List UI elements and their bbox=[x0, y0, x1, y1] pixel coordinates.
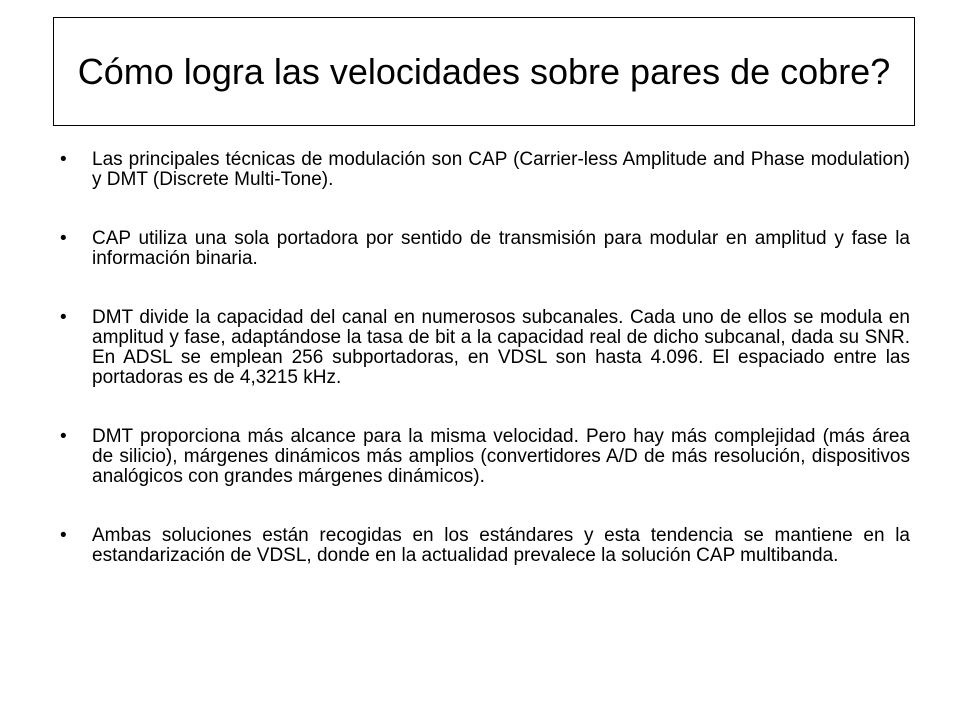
bullet-text: CAP utiliza una sola portadora por sentido de transmisión para modular en amplitud y fase la información binaria. bbox=[92, 228, 910, 269]
title-box bbox=[53, 17, 915, 126]
bullet-item bbox=[60, 427, 910, 487]
bullet-dot-icon: • bbox=[60, 525, 67, 546]
bullet-item bbox=[60, 308, 910, 388]
bullet-text: DMT divide la capacidad del canal en numerosos subcanales. Cada uno de ellos se modula en amplitud y fase, adaptándose la tasa de bit a la capacidad real de dicho subcanal, dada su SNR. En ADSL se emplean 256 subportadoras, en VDSL son hasta 4.096. El espaciado entre las portadoras es de 4,3215 kHz. bbox=[92, 307, 910, 388]
bullet-list bbox=[60, 150, 910, 605]
bullet-item bbox=[60, 229, 910, 269]
bullet-dot-icon: • bbox=[60, 426, 67, 447]
bullet-dot-icon: • bbox=[60, 307, 67, 328]
bullet-dot-icon: • bbox=[60, 228, 67, 249]
bullet-dot-icon: • bbox=[60, 149, 67, 170]
bullet-item bbox=[60, 150, 910, 190]
bullet-item bbox=[60, 526, 910, 566]
bullet-text: DMT proporciona más alcance para la misma velocidad. Pero hay más complejidad (más área de silicio), márgenes dinámicos más amplios (convertidores A/D de más resolución, dispositivos analógicos con grandes márgenes dinámicos). bbox=[92, 426, 910, 487]
bullet-text: Las principales técnicas de modulación son CAP (Carrier-less Amplitude and Phase modulation) y DMT (Discrete Multi-Tone). bbox=[92, 149, 910, 190]
slide-title: Cómo logra las velocidades sobre pares de cobre? bbox=[77, 51, 891, 92]
bullet-text: Ambas soluciones están recogidas en los estándares y esta tendencia se mantiene en la estandarización de VDSL, donde en la actualidad prevalece la solución CAP multibanda. bbox=[92, 525, 910, 566]
